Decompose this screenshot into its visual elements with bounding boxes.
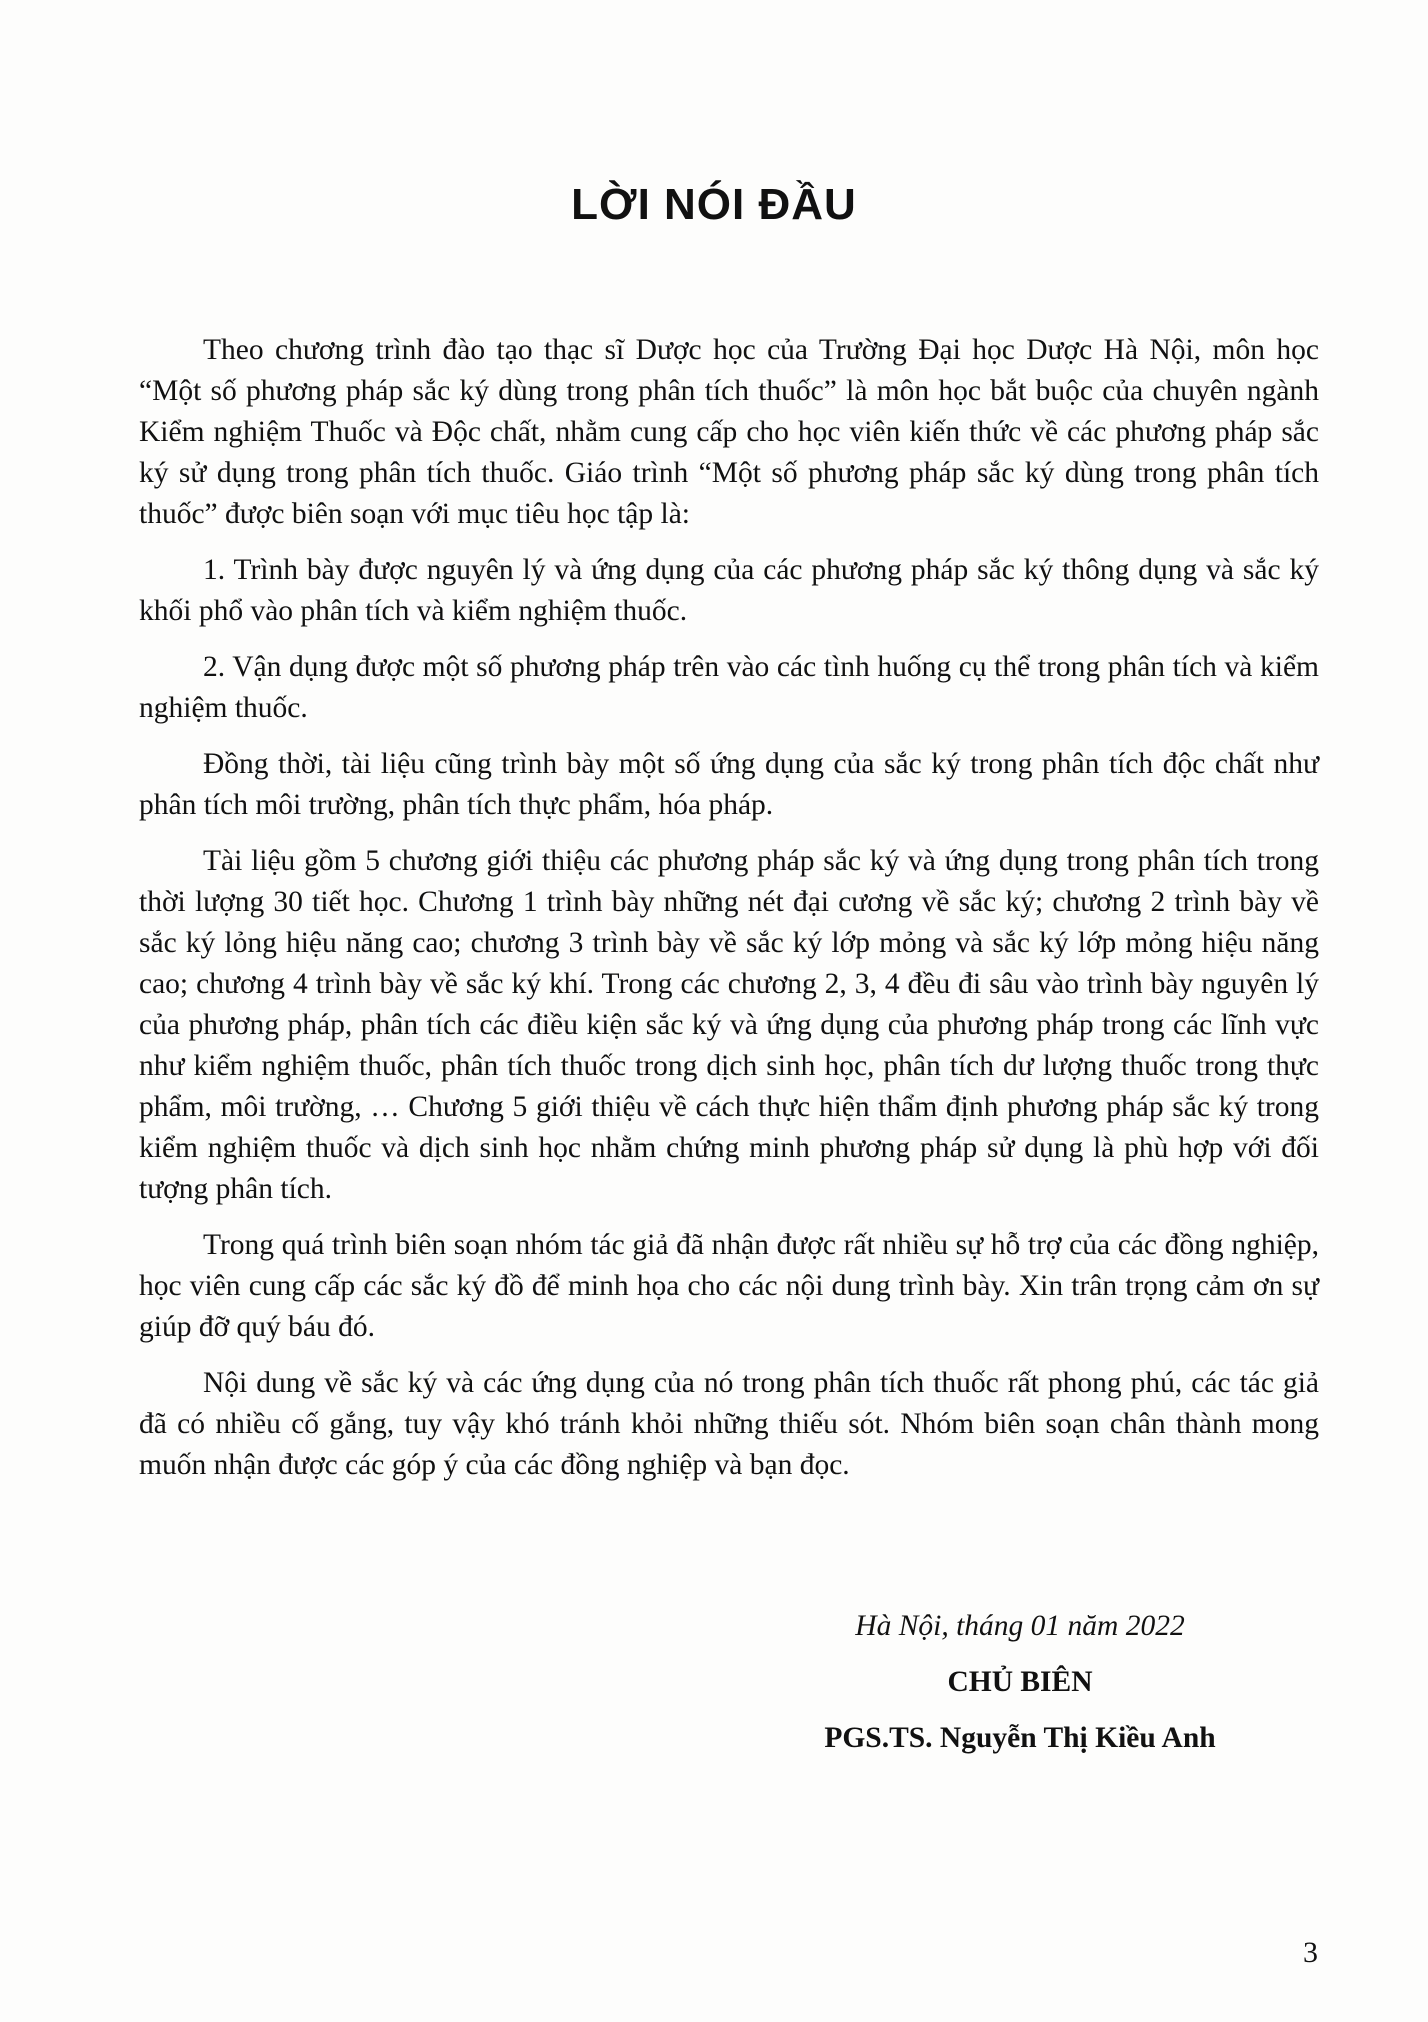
- paragraph-closing: Nội dung về sắc ký và các ứng dụng của nó trong phân tích thuốc rất phong phú, các tác giả đã có nhiều cố gắng, tuy vậy khó tránh khỏi những thiếu sót. Nhóm biên soạn chân thành mong muốn nhận được các góp ý của các đồng nghiệp và bạn đọc.: [139, 1367, 1319, 1481]
- paragraph-toxicology: Đồng thời, tài liệu cũng trình bày một số ứng dụng của sắc ký trong phân tích độc chất như phân tích môi trường, phân tích thực phẩm, hóa pháp.: [139, 748, 1319, 821]
- signature-place-date: Hà Nội, tháng 01 năm 2022: [855, 1610, 1185, 1642]
- signature-block: [780, 1598, 1260, 1766]
- signature-name: PGS.TS. Nguyễn Thị Kiều Anh: [824, 1722, 1216, 1754]
- paragraph-objective-1: 1. Trình bày được nguyên lý và ứng dụng của các phương pháp sắc ký thông dụng và sắc ký khối phổ vào phân tích và kiểm nghiệm thuốc.: [139, 554, 1319, 627]
- preface-body: [139, 330, 1319, 1501]
- paragraph-objective-2: 2. Vận dụng được một số phương pháp trên vào các tình huống cụ thể trong phân tích và kiểm nghiệm thuốc.: [139, 651, 1319, 724]
- paragraph-intro: Theo chương trình đào tạo thạc sĩ Dược học của Trường Đại học Dược Hà Nội, môn học “Một số phương pháp sắc ký dùng trong phân tích thuốc” là môn học bắt buộc của chuyên ngành Kiểm nghiệm Thuốc và Độc chất, nhằm cung cấp cho học viên kiến thức về các phương pháp sắc ký sử dụng trong phân tích thuốc. Giáo trình “Một số phương pháp sắc ký dùng trong phân tích thuốc” được biên soạn với mục tiêu học tập là:: [139, 334, 1319, 530]
- page-number: 3: [1303, 1936, 1318, 1969]
- page-title: LỜI NÓI ĐẦU: [571, 180, 857, 229]
- paragraph-acknowledgement: Trong quá trình biên soạn nhóm tác giả đã nhận được rất nhiều sự hỗ trợ của các đồng nghiệp, học viên cung cấp các sắc ký đồ để minh họa cho các nội dung trình bày. Xin trân trọng cảm ơn sự giúp đỡ quý báu đó.: [139, 1229, 1319, 1343]
- signature-role: CHỦ BIÊN: [947, 1666, 1093, 1698]
- paragraph-chapters: Tài liệu gồm 5 chương giới thiệu các phương pháp sắc ký và ứng dụng trong phân tích trong thời lượng 30 tiết học. Chương 1 trình bày những nét đại cương về sắc ký; chương 2 trình bày về sắc ký lỏng hiệu năng cao; chương 3 trình bày về sắc ký lớp mỏng và sắc ký lớp mỏng hiệu năng cao; chương 4 trình bày về sắc ký khí. Trong các chương 2, 3, 4 đều đi sâu vào trình bày nguyên lý của phương pháp, phân tích các điều kiện sắc ký và ứng dụng của phương pháp trong các lĩnh vực như kiểm nghiệm thuốc, phân tích thuốc trong dịch sinh học, phân tích dư lượng thuốc trong thực phẩm, môi trường, … Chương 5 giới thiệu về cách thực hiện thẩm định phương pháp sắc ký trong kiểm nghiệm thuốc và dịch sinh học nhằm chứng minh phương pháp sử dụng là phù hợp với đối tượng phân tích.: [139, 845, 1319, 1205]
